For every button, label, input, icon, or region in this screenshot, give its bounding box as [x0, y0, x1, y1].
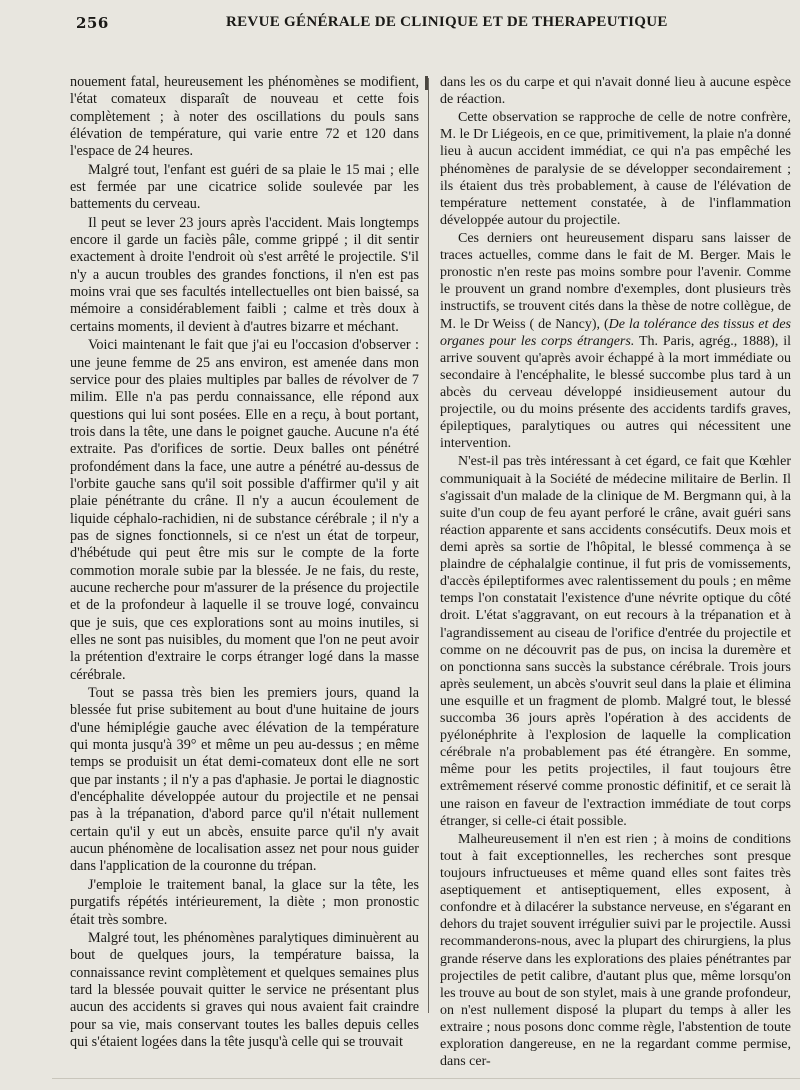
left-paragraph-6: J'emploie le traitement banal, la glace sur la tête, les purgatifs répétés intérieurement, la diète ; mon pronostic était très sombre. — [70, 876, 419, 928]
left-paragraph-5: Tout se passa très bien les premiers jours, quand la blessée fut prise subitement au bout d'une huitaine de jours d'une hémiplégie gauche avec élévation de la température qui monta jusqu'à 39° et même un peu au-dessus ; en même temps se produisit un état demi-comateux dont elle ne sort que par instants ; il n'y a pas d'aphasie. Je portai le diagnostic d'encéphalite développée autour du projectile et ne pensai pas à la trépanation, d'abord parce qu'il n'était nullement certain qu'il y eut un abcès, ensuite parce qu'il n'y avait aucun phénomène de localisation assez net pour nous guider dans l'application de la couronne du trépan. — [70, 685, 419, 875]
right-paragraph-4: N'est-il pas très intéressant à cet égard, ce fait que Kœhler communiquait à la Société de médecine militaire de Berlin. Il s'agissait d'un malade de la clinique de M. Bergmann qui, à la suite d'un coup de feu ayant perforé le crâne, avait guéri sans réaction apparente et sans accidents consécutifs. Deux mois et demi après sa sortie de l'hôpital, le blessé commença à se plaindre de céphalalgie continue, il fut pris de vomissements, d'accès épileptiformes avec ralentissement du pouls ; en même temps l'on constatait l'existence d'une névrite optique du côté droit. L'état s'aggravant, on eut recours à la trépanation et à l'agrandissement au ciseau de l'orifice d'entrée du projectile et comme on ne découvrit pas de pus, on incisa la duremère et on ponctionna sans succès la substance cérébrale. Trois jours après seulement, un abcès s'ouvrit seul dans la plaie et élimina une esquille et un fragment de plomb. Malgré tout, le blessé succomba 36 jours après l'opération à des accidents de pyélonéphrite à l'explosion de laquelle la complication cérébrale n'a probablement pas été étrangère. En somme, même pour les petits projectiles, il faut toujours être extrêmement réservé comme pronostic définitif, et ce serait là une raison en faveur de l'extraction immédiate de tout corps étranger, si celle-ci était possible. — [440, 454, 791, 829]
page-bottom-edge — [52, 1078, 800, 1079]
running-title: REVUE GÉNÉRALE DE CLINIQUE ET DE THERAPEUTIQUE — [226, 14, 668, 30]
left-paragraph-4: Voici maintenant le fait que j'ai eu l'occasion d'observer : une jeune femme de 25 ans environ, est amenée dans mon service pour des plaies multiples par balles de révolver de 7 milim. Elle n'a pas perdu connaissance, elle répond aux questions qui lui sont posées. Elle en a reçu, à bout portant, trois dans la tête, une dans le poignet gauche. Aucune n'a été extraite. Pas d'orifices de sortie. Deux balles ont pénétré profondément dans la face, une autre a pénétré au-dessus de l'orbite gauche sans qu'il soit possible d'affirmer qu'il y ait plaie pénétrante du crâne. Il n'y a aucun écoulement de liquide céphalo-rachidien, ni de substance cérébrale ; il n'y a pas de signes fonctionnels, si ce n'est un état de torpeur, d'hébétude qui peut être mis sur le compte de la forte commotion morale subie par la blessée. Je ne fais, du reste, aucune recherche pour m'assurer de la présence du projectile et de la profondeur à laquelle il se trouve logé, convaincu que je suis, que ces explorations sont au moins inutiles, si elles ne sont pas nuisibles, du moment que l'on ne peut avoir la prétention d'extraire le corps étranger logé dans la masse cérébrale. — [70, 337, 419, 683]
page-number: 256 — [76, 14, 109, 32]
column-divider — [428, 78, 429, 1013]
thesis-title: De la tolérance des tissus et des organes pour les corps étrangers. — [440, 316, 791, 349]
left-column — [70, 74, 419, 1051]
right-paragraph-3-text-b: Th. Paris, agrég., 1888), il arrive souvent qu'après avoir échappé à la mort immédiate ou secondaire à l'encéphalite, le blessé succombe plus tard à un abcès du cerveau développé insidieusement autour du projectile, ou du moins présente des accidents tardifs graves, épileptiques, paralytiques ou autres qui nécessitent une intervention. — [440, 333, 791, 452]
column-divider-mark — [425, 76, 428, 90]
right-paragraph-3-text-a: Ces derniers ont heureusement disparu sans laisser de traces actuelles, comme dans le fait de M. Berger. Mais le pronostic n'en reste pas moins sombre pour l'avenir. Comme le prouvent un grand nombre d'exemples, dont plusieurs très instructifs, se trouvent cités dans la thèse de notre collègue, de M. le Dr Weiss ( de Nancy), ( — [440, 230, 791, 332]
left-paragraph-3: Il peut se lever 23 jours après l'accident. Mais longtemps encore il garde un faciès pâle, comme grippé ; il dit sentir exactement à droite l'endroit où s'est arrêté le projectile. S'il n'y a aucun troubles des grandes fonctions, il n'en est pas moins vrai que ses facultés intellectuelles ont bien baissé, sa mémoire a considérablement faibli ; calme et très doux à certains moments, il devient à d'autres bizarre et méchant. — [70, 214, 419, 335]
right-paragraph-2: Cette observation se rapproche de celle de notre confrère, M. le Dr Liégeois, en ce que, primitivement, la plaie n'a donné lieu à aucun accident immédiat, ce qui n'a pas empêché les phénomènes de paralysie de se développer secondairement ; ils étaient dus très probablement, à cause de l'élévation de température nettement constatée, à de l'inflammation développée autour du projectile. — [440, 110, 791, 228]
page-header — [76, 14, 770, 38]
right-paragraph-3 — [440, 230, 791, 452]
right-column — [440, 74, 791, 1070]
right-paragraph-5: Malheureusement il n'en est rien ; à moins de conditions tout à fait exceptionnelles, les recherches sont presque toujours infructueuses et même quand elles sont faites très aseptiquement et antiseptiquement, elles exposent, à confondre et à dilacérer la substance nerveuse, en s'égarant en dehors du trajet souvent irrégulier suivi par le projectile. Aussi recommanderons-nous, avec la plupart des chirurgiens, la plus grande réserve dans les explorations des plaies pénétrantes par projectiles de petit calibre, d'autant plus que, même lorsqu'on les trouve au bout de son stylet, mais à une grande profondeur, on n'est nullement disposé la plupart du temps à aller les extraire ; nous posons donc comme règle, l'abstention de toute exploration dangereuse, en ne la regardant comme permise, dans cer- — [440, 831, 791, 1070]
left-paragraph-7: Malgré tout, les phénomènes paralytiques diminuèrent au bout de quelques jours, la température baissa, la connaissance revint complètement et quelques semaines plus tard la blessée pouvait quitter le service ne présentant plus aucun des accidents si graves qui nous avaient fait craindre pour sa vie, mais conservant toutes les balles depuis celles qui s'étaient logées dans la tête jusqu'à celle qui se trouvait — [70, 929, 419, 1050]
left-paragraph-1: nouement fatal, heureusement les phénomènes se modifient, l'état comateux disparaît de nouveau et cette fois complètement ; à noter des oscillations du pouls sans élévation de température, qui varie entre 72 et 120 dans l'espace de 24 heures. — [70, 74, 419, 160]
left-paragraph-2: Malgré tout, l'enfant est guéri de sa plaie le 15 mai ; elle est fermée par une cicatrice solide soulevée par les battements du cerveau. — [70, 161, 419, 213]
right-paragraph-1: dans les os du carpe et qui n'avait donné lieu à aucune espèce de réaction. — [440, 75, 791, 108]
